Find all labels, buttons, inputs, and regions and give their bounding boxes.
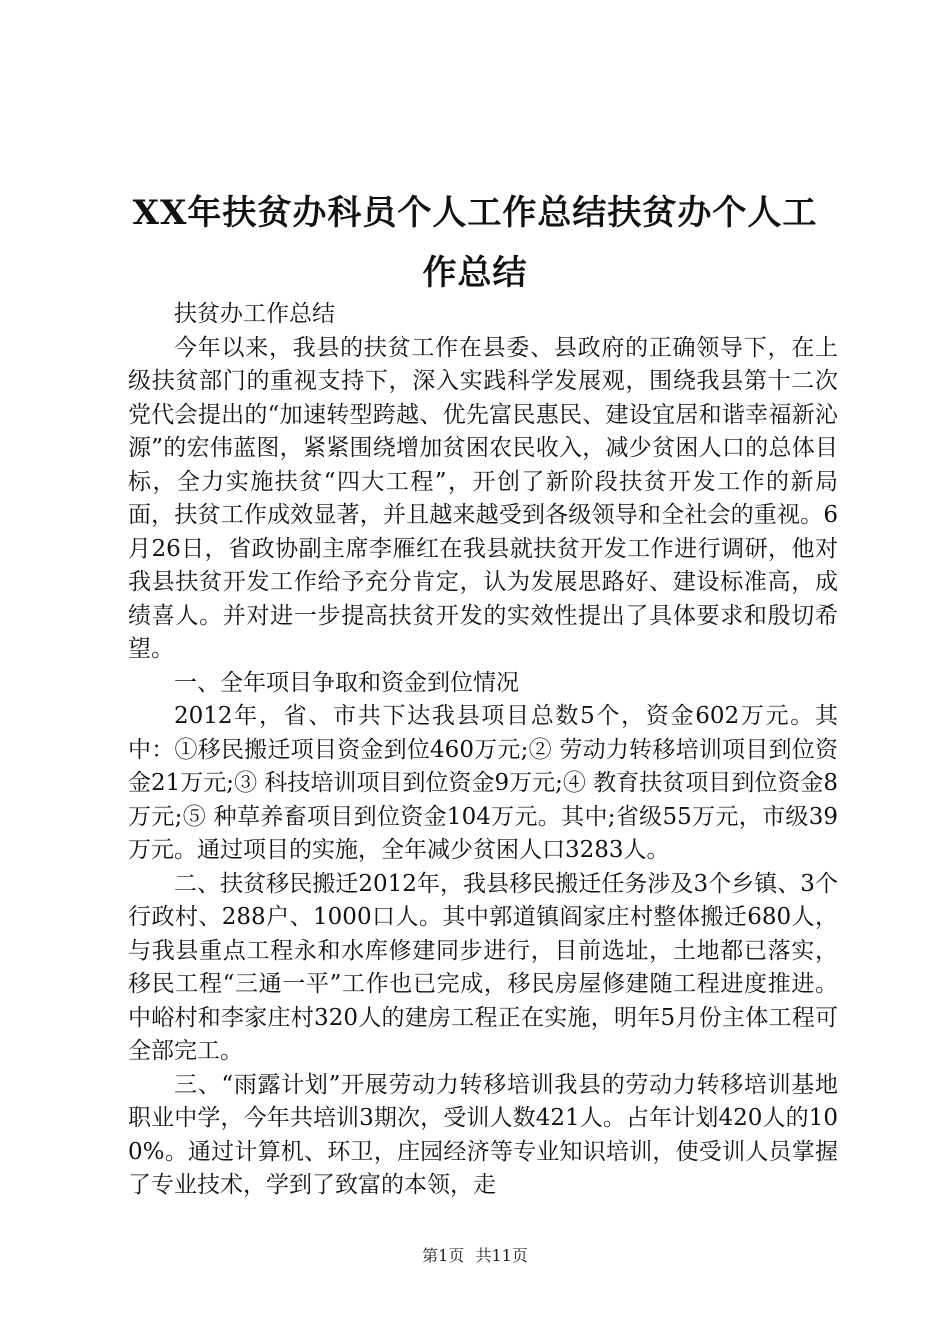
document-body: [128, 298, 838, 1203]
page-number: 第1页: [422, 1246, 465, 1265]
relocation-paragraph: 二、扶贫移民搬迁2012年，我县移民搬迁任务涉及3个乡镇、3个行政村、288户、1000口人。其中郭道镇阎家庄村整体搬迁680人，与我县重点工程永和水库修建同步进行，目前选址，土地都已落实，移民工程“三通一平”工作也已完成，移民房屋修建随工程进度推进。中峪村和李家庄村320人的建房工程正在实施，明年5月份主体工程可全部完工。: [128, 870, 838, 1064]
document-title-line-1: XX年扶贫办科员个人工作总结扶贫办个人工: [132, 192, 818, 233]
page-footer: [0, 1243, 950, 1266]
document-title: [110, 183, 840, 303]
section-subtitle: 扶贫办工作总结: [174, 301, 335, 327]
page-total: 共11页: [475, 1246, 528, 1265]
training-paragraph: 三、“雨露计划”开展劳动力转移培训我县的劳动力转移培训基地职业中学，今年共培训3期次，受训人数421人。占年计划420人的100%。通过计算机、环卫，庄园经济等专业知识培训，使受训人员掌握了专业技术，学到了致富的本领，走: [128, 1071, 838, 1198]
document-title-line-2: 作总结: [422, 252, 528, 293]
project-funding-paragraph: 2012年，省、市共下达我县项目总数5个，资金602万元。其中：①移民搬迁项目资金到位460万元;② 劳动力转移培训项目到位资金21万元;③ 科技培训项目到位资金9万元;④ 教育扶贫项目到位资金8万元;⑤ 种草养畜项目到位资金104万元。其中;省级55万元，市级39万元。通过项目的实施，全年减少贫困人口3283人。: [128, 703, 838, 863]
intro-paragraph: 今年以来，我县的扶贫工作在县委、县政府的正确领导下，在上级扶贫部门的重视支持下，深入实践科学发展观，围绕我县第十二次党代会提出的“加速转型跨越、优先富民惠民、建设宜居和谐幸福新沁源”的宏伟蓝图，紧紧围绕增加贫困农民收入，减少贫困人口的总体目标，全力实施扶贫“四大工程”，开创了新阶段扶贫开发工作的新局面，扶贫工作成效显著，并且越来越受到各级领导和全社会的重视。6月26日，省政协副主席李雁红在我县就扶贫开发工作进行调研，他对我县扶贫开发工作给予充分肯定，认为发展思路好、建设标准高，成绩喜人。并对进一步提高扶贫开发的实效性提出了具体要求和殷切希望。: [128, 334, 838, 662]
section-heading-1: 一、全年项目争取和资金到位情况: [174, 669, 519, 696]
